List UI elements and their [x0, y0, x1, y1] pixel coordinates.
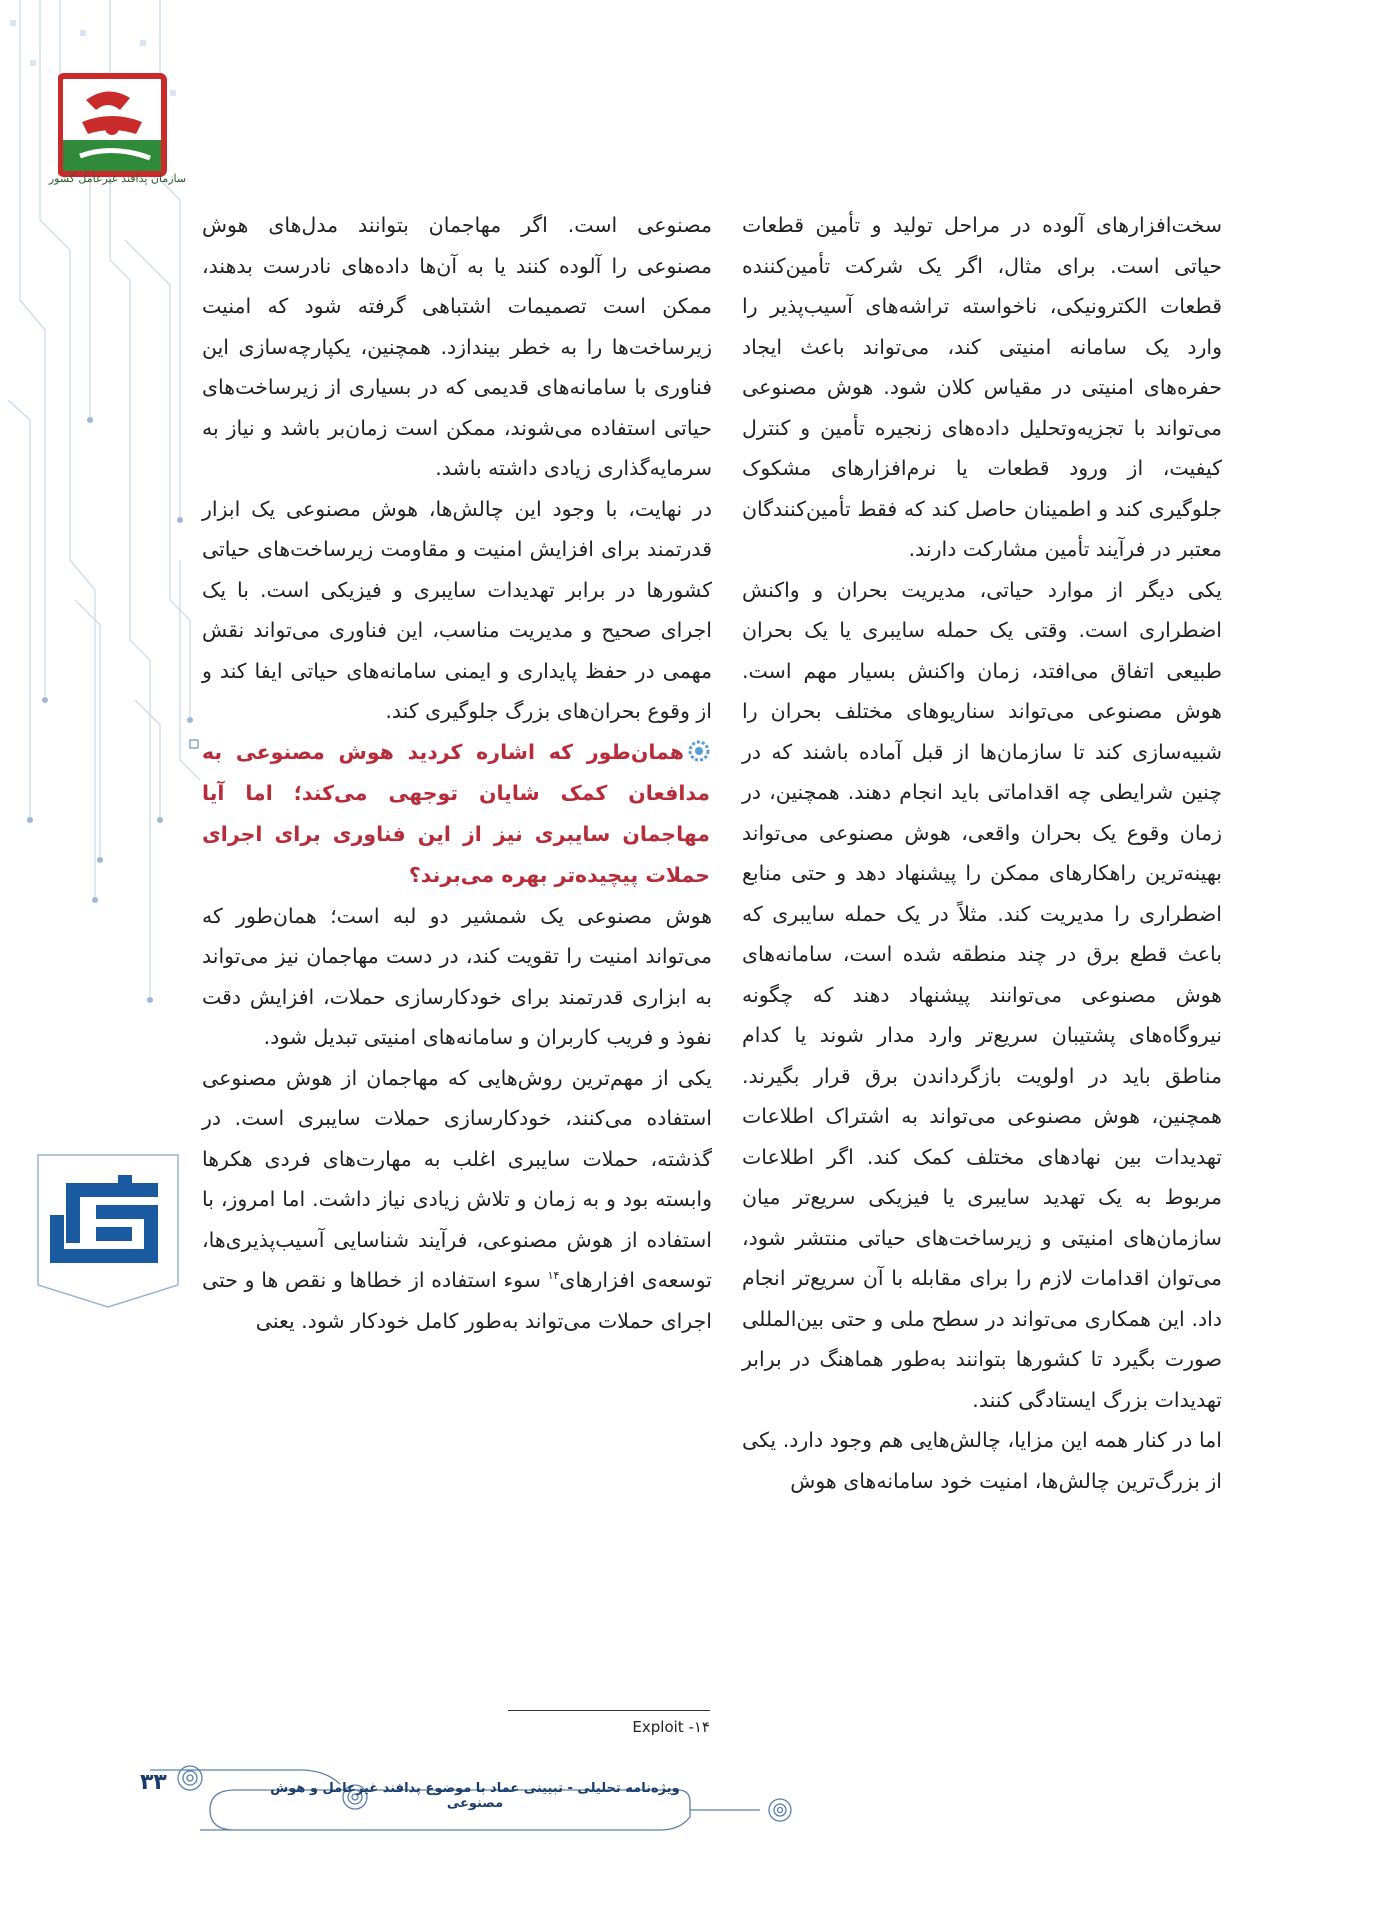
- page-number: ۳۳: [140, 1770, 167, 1795]
- paragraph: یکی دیگر از موارد حیاتی، مدیریت بحران و واکنش اضطراری است. وقتی یک حمله سایبری یا یک بحران طبیعی اتفاق می‌افتد، زمان واکنش بسیار مهم است. هوش مصنوعی می‌تواند سناریوهای مختلف بحران را شبیه‌سازی کند تا سازمان‌ها از قبل آماده باشند که در چنین شرایطی چه اقداماتی باید انجام دهند. همچنین، در زمان وقوع یک بحران واقعی، هوش مصنوعی می‌تواند بهینه‌ترین راهکارهای ممکن را پیشنهاد دهد و حتی منابع اضطراری را مدیریت کند. مثلاً در یک حمله سایبری که باعث قطع برق در چند منطقه شده است، سامانه‌های هوش مصنوعی می‌توانند پیشنهاد دهند که چگونه نیروگاه‌های پشتیبان سریع‌تر وارد مدار شوند یا کدام مناطق باید در اولویت بازگرداندن برق قرار بگیرند. همچنین، هوش مصنوعی می‌تواند به اشتراک اطلاعات تهدیدات بین نهادهای مختلف کمک کند. اگر اطلاعات مربوط به یک تهدید سایبری یا فیزیکی سریع‌تر میان سازمان‌های امنیتی و زیرساخت‌های حیاتی منتشر شود، می‌توان اقدامات لازم را برای مقابله با آن سریع‌تر انجام داد. این همکاری می‌تواند در سطح ملی و حتی بین‌المللی صورت بگیرد تا کشورها بتوانند به‌طور هماهنگ در برابر تهدیدات بزرگ ایستادگی کنند.: [742, 577, 1222, 1412]
- paragraph: اما در کنار همه این مزایا، چالش‌هایی هم وجود دارد. یکی از بزرگ‌ترین چالش‌ها، امنیت خود سامانه‌های هوش: [742, 1428, 1222, 1493]
- footnote-divider: [508, 1710, 710, 1711]
- paragraph: در نهایت، با وجود این چالش‌ها، هوش مصنوعی یک ابزار قدرتمند برای افزایش امنیت و مقاومت زیرساخت‌های حیاتی کشورها در برابر تهدیدات سایبری و فیزیکی است. با یک اجرای صحیح و مدیریت مناسب، این فناوری می‌تواند نقش مهمی در حفظ پایداری و ایمنی سامانه‌های حیاتی ایفا کند و از وقوع بحران‌های بزرگ جلوگیری کند.: [202, 496, 712, 723]
- footnote: ۱۴- Exploit: [632, 1718, 710, 1736]
- footnote-ref: ۱۴: [547, 1269, 560, 1283]
- org-logo: [58, 70, 176, 188]
- interview-question: [202, 732, 712, 896]
- paragraph-text: یکی از مهم‌ترین روش‌هایی که مهاجمان از هوش مصنوعی استفاده می‌کنند، خودکارسازی حملات سایبری است. در گذشته، حملات سایبری اغلب به مهارت‌های فردی هکرها وابسته بود و به زمان و تلاش زیادی نیاز داشت. اما امروز، با استفاده از هوش مصنوعی، فرآیند شناسایی آسیب‌پذیری‌ها، توسعه‌ی افزارهای: [202, 1065, 713, 1292]
- paragraph-text: سوء استفاده از خطاها و نقص ها و حتی اجرای حملات می‌تواند به‌طور کامل خودکار شود. یعنی: [202, 1268, 712, 1333]
- circuit-decoration: [0, 0, 200, 1929]
- paragraph: مصنوعی است. اگر مهاجمان بتوانند مدل‌های هوش مصنوعی را آلوده کنند یا به آن‌ها داده‌های نادرست بدهند، ممکن است تصمیمات اشتباهی گرفته شود که امنیت زیرساخت‌ها را به خطر بیندازد. همچنین، یکپارچه‌سازی این فناوری با سامانه‌های قدیمی که در بسیاری از زیرساخت‌های حیاتی استفاده می‌شوند، ممکن است زمان‌بر باشد و نیاز به سرمایه‌گذاری زیادی داشته باشد.: [202, 213, 712, 480]
- question-text: همان‌طور که اشاره کردید هوش مصنوعی به مدافعان کمک شایان توجهی می‌کند؛ اما آیا مهاجمان سایبری نیز از این فناوری برای اجرای حملات پیچیده‌تر بهره می‌برند؟: [202, 739, 710, 887]
- question-bullet-icon: [688, 740, 710, 762]
- article-column-left: [202, 205, 712, 1341]
- publication-title: ویژه‌نامه تحلیلی - تبیینی عماد با موضوع پدافند غیرعامل و هوش مصنوعی: [270, 1781, 680, 1811]
- paragraph: هوش مصنوعی یک شمشیر دو لبه است؛ همان‌طور که می‌تواند امنیت را تقویت کند، در دست مهاجمان نیز می‌تواند به ابزاری قدرتمند برای خودکارسازی حملات، افزایش دقت نفوذ و فریب کاربران و سامانه‌های امنیتی تبدیل شود.: [202, 903, 712, 1049]
- org-caption: سازمان پدافند غیرعامل کشور: [48, 172, 187, 185]
- emad-logo: [28, 1135, 188, 1310]
- paragraph: سخت‌افزارهای آلوده در مراحل تولید و تأمین قطعات حیاتی است. برای مثال، اگر یک شرکت تأمین‌کننده قطعات الکترونیکی، ناخواسته تراشه‌های آسیب‌پذیر را وارد یک سامانه امنیتی کند، می‌تواند باعث ایجاد حفره‌های امنیتی در مقیاس کلان شود. هوش مصنوعی می‌تواند با تجزیه‌وتحلیل داده‌های زنجیره تأمین و کنترل کیفیت، از ورود قطعات یا نرم‌افزارهای مشکوک جلوگیری کند و اطمینان حاصل کند که فقط تأمین‌کنندگان معتبر در فرآیند تأمین مشارکت دارند.: [742, 213, 1222, 561]
- article-column-right: [742, 205, 1222, 1501]
- paragraph: [202, 1058, 712, 1342]
